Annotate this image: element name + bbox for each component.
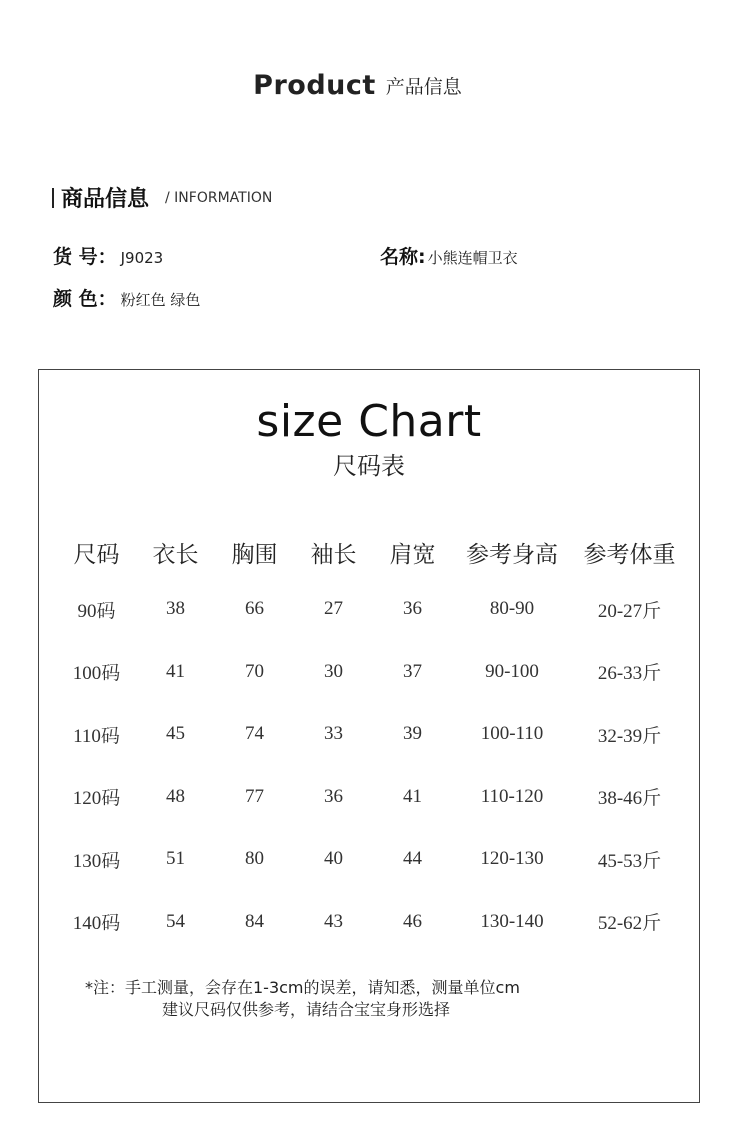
size-chart-box	[38, 369, 700, 1103]
section-title-en: / INFORMATION	[165, 189, 273, 206]
table-cell: 130-140	[480, 910, 544, 932]
size-table	[57, 526, 687, 953]
section-bar-divider	[52, 188, 54, 208]
table-cell: 52-62斤	[597, 913, 662, 935]
table-cell: 33	[324, 723, 343, 745]
table-cell: 43	[324, 910, 343, 932]
table-cell: 140码	[72, 913, 121, 935]
section-title-cn: 商品信息	[61, 187, 150, 212]
table-cell: 77	[245, 785, 264, 807]
product-name-row	[380, 242, 518, 269]
table-cell: 80-90	[489, 598, 535, 620]
table-cell: 45-53斤	[597, 850, 662, 872]
column-header: 参考身高	[466, 541, 558, 568]
product-name-label: 名称:	[380, 246, 426, 268]
size-chart-subtitle: 尺码表	[333, 452, 405, 480]
measurement-note: *注：手工测量，会存在1-3cm的误差，请知悉，测量单位cm	[85, 978, 520, 997]
table-cell: 120-130	[480, 848, 544, 870]
column-header: 参考体重	[583, 541, 676, 568]
column-header: 尺码	[73, 541, 120, 568]
column-header: 衣长	[152, 541, 199, 568]
table-cell: 84	[245, 910, 264, 932]
table-cell: 46	[403, 910, 422, 932]
header-title-cn: 产品信息	[385, 76, 462, 98]
table-cell: 90-100	[485, 660, 539, 682]
table-row	[57, 641, 687, 704]
table-cell: 36	[403, 598, 422, 620]
column-header: 肩宽	[389, 541, 436, 568]
table-cell: 36	[324, 785, 343, 807]
section-heading	[52, 182, 272, 213]
product-name-value: 小熊连帽卫衣	[427, 249, 518, 267]
column-header: 袖长	[310, 541, 357, 568]
table-row	[57, 578, 687, 641]
table-cell: 39	[403, 723, 422, 745]
table-cell: 70	[245, 660, 264, 682]
column-header: 胸围	[231, 541, 278, 568]
item-number-value: J9023	[120, 249, 164, 267]
size-chart-title: size Chart	[256, 396, 482, 447]
size-advice-note: 建议尺码仅供参考，请结合宝宝身形选择	[162, 1000, 451, 1019]
table-cell: 120码	[72, 788, 121, 810]
table-cell: 110-120	[480, 785, 544, 807]
table-cell: 40	[324, 848, 343, 870]
table-cell: 30	[324, 660, 343, 682]
table-cell: 90码	[77, 600, 116, 622]
table-cell: 32-39斤	[597, 725, 662, 747]
table-cell: 100-110	[480, 723, 544, 745]
table-cell: 54	[166, 910, 185, 932]
table-cell: 26-33斤	[597, 663, 662, 685]
table-cell: 38	[166, 598, 185, 620]
color-label: 颜 色：	[53, 288, 117, 310]
page-header	[0, 70, 715, 101]
table-cell: 100码	[72, 663, 121, 685]
size-table-header-row	[57, 526, 687, 578]
table-row	[57, 891, 687, 954]
color-value: 粉红色 绿色	[120, 291, 201, 309]
table-cell: 27	[324, 598, 343, 620]
table-cell: 37	[403, 660, 422, 682]
table-cell: 45	[166, 723, 185, 745]
table-cell: 66	[245, 598, 264, 620]
header-title-en: Product	[253, 70, 376, 101]
table-cell: 130码	[72, 850, 121, 872]
table-cell: 44	[403, 848, 422, 870]
table-row	[57, 766, 687, 829]
item-number-label: 货 号：	[53, 246, 117, 268]
table-cell: 41	[403, 785, 422, 807]
table-cell: 74	[245, 723, 264, 745]
table-cell: 80	[245, 848, 264, 870]
table-row	[57, 703, 687, 766]
table-cell: 41	[166, 660, 185, 682]
table-row	[57, 828, 687, 891]
table-cell: 48	[166, 785, 185, 807]
table-cell: 20-27斤	[597, 600, 662, 622]
table-cell: 51	[166, 848, 185, 870]
item-number-row	[53, 242, 163, 269]
table-cell: 38-46斤	[597, 788, 662, 810]
color-row	[53, 284, 200, 311]
table-cell: 110码	[73, 725, 120, 747]
